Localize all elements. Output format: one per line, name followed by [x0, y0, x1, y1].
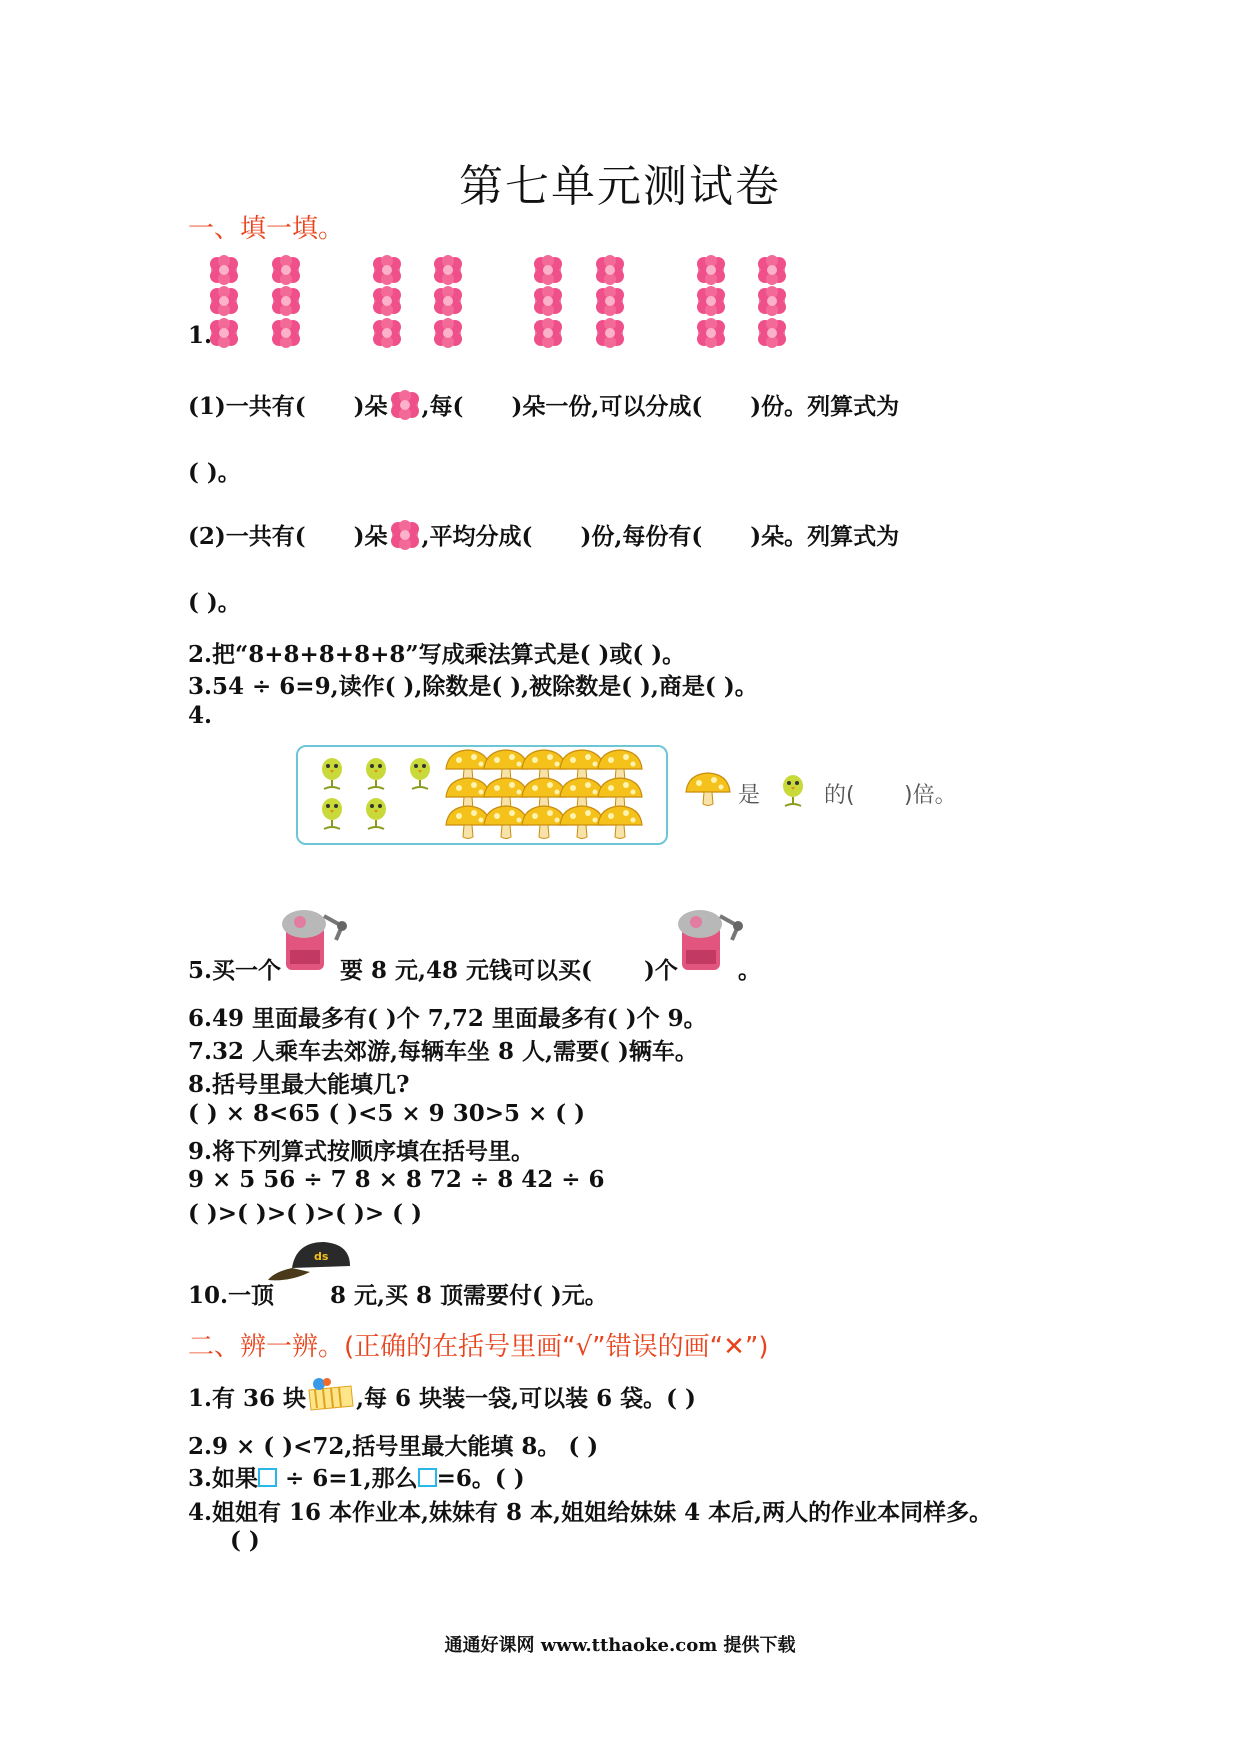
- flower-icon: [596, 318, 624, 348]
- flower-icon: [596, 255, 624, 285]
- question-1-part-1-answer: ( )。: [188, 459, 241, 486]
- chick-icon: [366, 758, 386, 789]
- flower-icon: [534, 318, 562, 348]
- flower-icon: [210, 286, 238, 316]
- flower-icon: [373, 255, 401, 285]
- flower-icon: [272, 255, 300, 285]
- flower-icon: [434, 255, 462, 285]
- question-9-blanks: ( )>( )>( )>( )> ( ): [188, 1200, 422, 1227]
- question-4-text-a: 是: [738, 783, 761, 808]
- judge-question-4-blank: ( ): [230, 1527, 260, 1554]
- flower-group-4: [697, 255, 786, 348]
- q1-2-text-c: ,平均分成(: [421, 523, 533, 550]
- chick-icon: [322, 798, 342, 829]
- page-footer: 通通好课网 www.tthaoke.com 提供下载: [444, 1635, 796, 1656]
- question-5-text-b: 要 8 元,48 元钱可以买(: [340, 957, 592, 984]
- mushroom-icon: [560, 806, 604, 839]
- question-10-text-b: 8 元,买 8 顶需要付( )元。: [330, 1282, 608, 1309]
- chick-icon: [778, 770, 808, 810]
- flower-groups: [200, 250, 820, 350]
- question-4-text-c: )倍。: [904, 783, 957, 808]
- question-5-text-d: 。: [738, 957, 761, 984]
- blank-square-icon: [258, 1468, 277, 1487]
- q1-2-text-e: )朵。列算式为: [750, 523, 900, 550]
- question-6: 6.49 里面最多有( )个 7,72 里面最多有( )个 9。: [188, 1005, 707, 1032]
- chick-icon: [322, 758, 342, 789]
- flower-icon: [758, 286, 786, 316]
- question-4-figure: [296, 745, 666, 845]
- flower-icon: [373, 318, 401, 348]
- flower-icon: [534, 255, 562, 285]
- q1-1-text-b: )朵: [353, 393, 388, 420]
- q1-1-text-d: )朵一份,可以分成(: [511, 393, 703, 420]
- flower-group-3: [534, 255, 624, 348]
- question-8-items: ( ) × 8<65 ( )<5 × 9 30>5 × ( ): [188, 1100, 586, 1127]
- flower-icon: [758, 318, 786, 348]
- question-1-part-1: [188, 388, 899, 421]
- chick-icon: [410, 758, 430, 789]
- question-5-text-a: 5.买一个: [188, 957, 282, 984]
- question-4-number: 4.: [188, 702, 213, 729]
- q1-2-text-d: )份,每份有(: [580, 523, 703, 550]
- question-9-items: 9 × 5 56 ÷ 7 8 × 8 72 ÷ 8 42 ÷ 6: [188, 1166, 605, 1193]
- section-one-heading: 一、填一填。: [188, 214, 345, 244]
- mushroom-icon: [688, 770, 728, 810]
- question-10-text-a: 10.一顶: [188, 1282, 275, 1309]
- flower-icon: [697, 286, 725, 316]
- flower-icon: [697, 255, 725, 285]
- question-1-part-2-answer: ( )。: [188, 589, 241, 616]
- flower-icon: [210, 318, 238, 348]
- question-7: 7.32 人乘车去郊游,每辆车坐 8 人,需要( )辆车。: [188, 1038, 698, 1065]
- question-1-part-2: [188, 518, 899, 551]
- section-two-heading: 二、辨一辨。(正确的在括号里画“√”错误的画“✕”): [188, 1332, 769, 1362]
- judge-q3-text-a: 3.如果: [188, 1465, 259, 1492]
- flower-icon: [272, 286, 300, 316]
- flower-icon: [534, 286, 562, 316]
- q1-2-text-b: )朵: [353, 523, 388, 550]
- mushroom-icon: [484, 806, 528, 839]
- question-2: 2.把“8+8+8+8+8”写成乘法算式是( )或( )。: [188, 641, 686, 668]
- page-title: 第七单元测试卷: [459, 161, 781, 212]
- flower-icon: [388, 390, 422, 420]
- question-9: 9.将下列算式按顺序填在括号里。: [188, 1138, 535, 1165]
- chick-icon: [366, 798, 386, 829]
- flower-icon: [388, 520, 422, 550]
- q1-1-text-a: (1)一共有(: [188, 393, 306, 420]
- q1-1-text-e: )份。列算式为: [750, 393, 900, 420]
- flower-icon: [272, 318, 300, 348]
- question-8: 8.括号里最大能填几?: [188, 1071, 410, 1098]
- flower-group-1: [210, 255, 300, 348]
- question-1-number: 1.: [188, 322, 213, 349]
- judge-q3-text-c: =6。( ): [436, 1465, 525, 1492]
- judge-question-3: [188, 1460, 525, 1493]
- judge-question-1: [188, 1378, 696, 1413]
- judge-q1-text-b: ,每 6 块装一袋,可以装 6 袋。( ): [356, 1385, 696, 1412]
- flower-icon: [434, 318, 462, 348]
- judge-q3-text-b: ÷ 6=1,那么: [277, 1465, 418, 1492]
- q1-2-text-a: (2)一共有(: [188, 523, 306, 550]
- flower-icon: [596, 286, 624, 316]
- mushroom-icon: [446, 806, 490, 839]
- judge-question-2: 2.9 × ( )<72,括号里最大能填 8。 ( ): [188, 1433, 599, 1460]
- mushroom-icon: [522, 806, 566, 839]
- q1-1-text-c: ,每(: [421, 393, 464, 420]
- flower-icon: [697, 318, 725, 348]
- judge-question-4: 4.姐姐有 16 本作业本,妹妹有 8 本,姐姐给妹妹 4 本后,两人的作业本同样多。: [188, 1499, 993, 1526]
- judge-q1-text-a: 1.有 36 块: [188, 1385, 307, 1412]
- candy-icon: [306, 1378, 356, 1412]
- flower-icon: [758, 255, 786, 285]
- question-4-text-b: 的(: [824, 783, 855, 808]
- flower-icon: [210, 255, 238, 285]
- flower-icon: [434, 286, 462, 316]
- mushroom-icon: [598, 806, 642, 839]
- flower-group-2: [373, 255, 462, 348]
- question-3: 3.54 ÷ 6=9,读作( ),除数是( ),被除数是( ),商是( )。: [188, 673, 758, 700]
- question-5-text-c: )个: [644, 957, 678, 984]
- blank-square-icon: [418, 1468, 437, 1487]
- flower-icon: [373, 286, 401, 316]
